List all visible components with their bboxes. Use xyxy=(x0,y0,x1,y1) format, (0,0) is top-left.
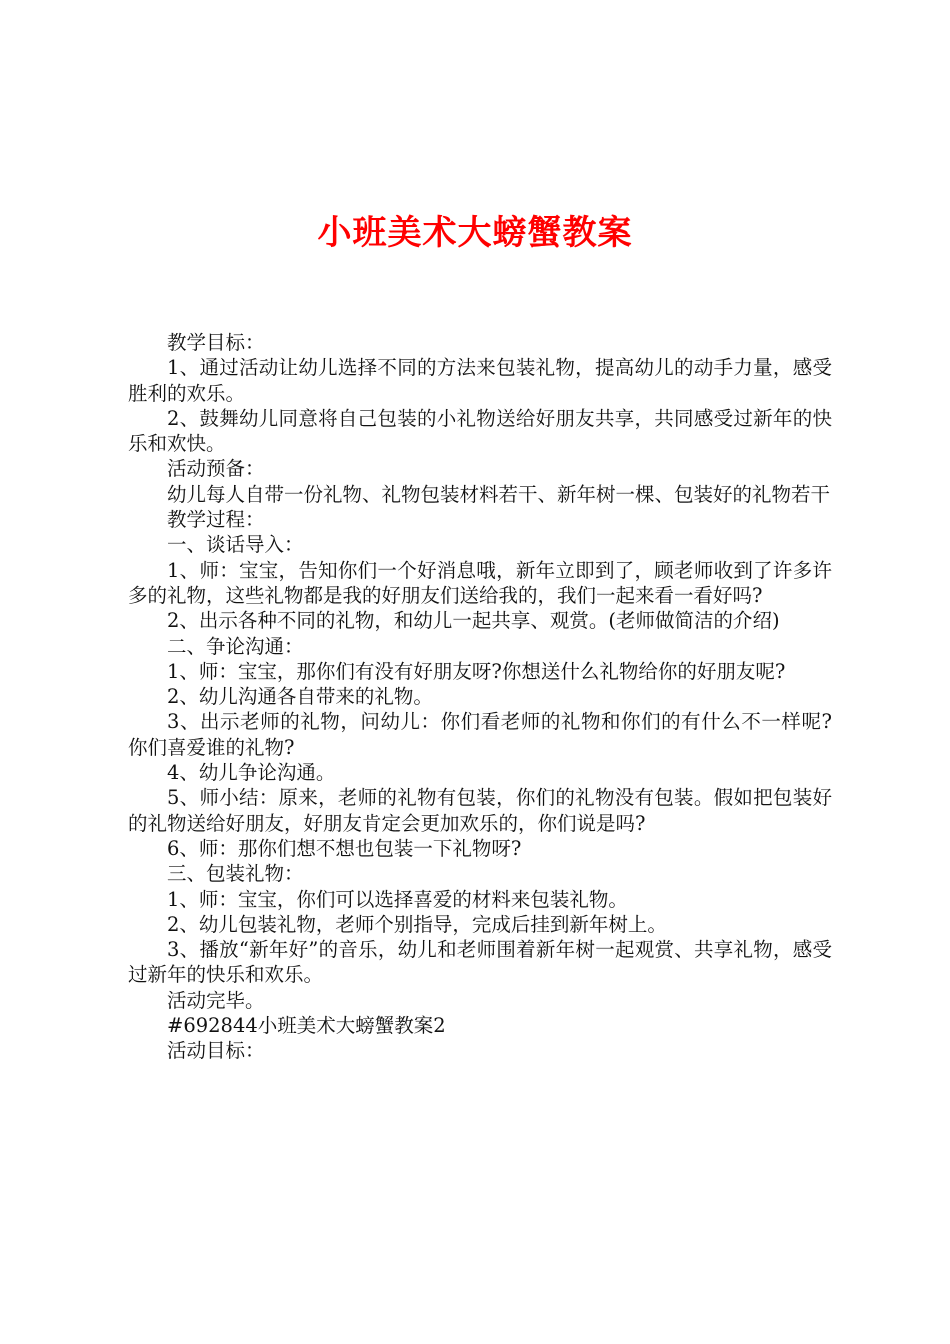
paragraph: 1、师：宝宝，你们可以选择喜爱的材料来包装礼物。 xyxy=(167,887,628,911)
paragraph: 2、出示各种不同的礼物，和幼儿一起共享、观赏。(老师做简洁的介绍) xyxy=(167,609,780,633)
paragraph: 3、播放“新年好”的音乐，幼儿和老师围着新年树一起观赏、共享礼物，感受过新年的快乐和欢乐。 xyxy=(128,938,832,987)
document-title: 小班美术大螃蟹教案 xyxy=(317,213,633,253)
paragraph: #692844小班美术大螃蟹教案2 xyxy=(167,1014,446,1038)
paragraph-section-heading: 三、包装礼物： xyxy=(167,862,304,886)
paragraph-section-heading: 一、谈话导入： xyxy=(167,533,304,557)
paragraph: 6、师：那你们想不想也包装一下礼物呀? xyxy=(167,836,522,860)
document-body xyxy=(128,330,832,1064)
paragraph-activity-goals-heading: 活动目标： xyxy=(167,1039,265,1063)
paragraph-teaching-goals-heading: 教学目标： xyxy=(167,331,265,354)
paragraph: 3、出示老师的礼物，问幼儿：你们看老师的礼物和你们的有什么不一样呢?你们喜爱谁的礼物? xyxy=(128,710,832,759)
paragraph: 2、幼儿包装礼物，老师个别指导，完成后挂到新年树上。 xyxy=(167,912,667,936)
paragraph: 4、幼儿争论沟通。 xyxy=(167,761,336,785)
paragraph: 1、师：宝宝，告知你们一个好消息哦，新年立即到了，顾老师收到了许多许多的礼物，这些礼物都是我的好朋友们送给我的，我们一起来看一看好吗? xyxy=(128,558,832,607)
paragraph: 2、幼儿沟通各自带来的礼物。 xyxy=(167,685,433,709)
paragraph: 1、师：宝宝，那你们有没有好朋友呀?你想送什么礼物给你的好朋友呢? xyxy=(167,659,786,683)
paragraph: 2、鼓舞幼儿同意将自己包装的小礼物送给好朋友共享，共同感受过新年的快乐和欢快。 xyxy=(128,406,832,456)
paragraph: 5、师小结：原来，老师的礼物有包装，你们的礼物没有包装。假如把包装好的礼物送给好朋友，好朋友肯定会更加欢乐的，你们说是吗? xyxy=(128,786,832,835)
paragraph-process-heading: 教学过程： xyxy=(167,508,265,532)
paragraph-section-heading: 二、争论沟通： xyxy=(167,634,304,658)
paragraph-preparation-heading: 活动预备： xyxy=(167,457,265,481)
paragraph: 幼儿每人自带一份礼物、礼物包装材料若干、新年树一棵、包装好的礼物若干 xyxy=(167,482,831,506)
paragraph: 1、通过活动让幼儿选择不同的方法来包装礼物，提高幼儿的动手力量，感受胜利的欢乐。 xyxy=(128,356,832,405)
paragraph: 活动完毕。 xyxy=(167,988,265,1012)
